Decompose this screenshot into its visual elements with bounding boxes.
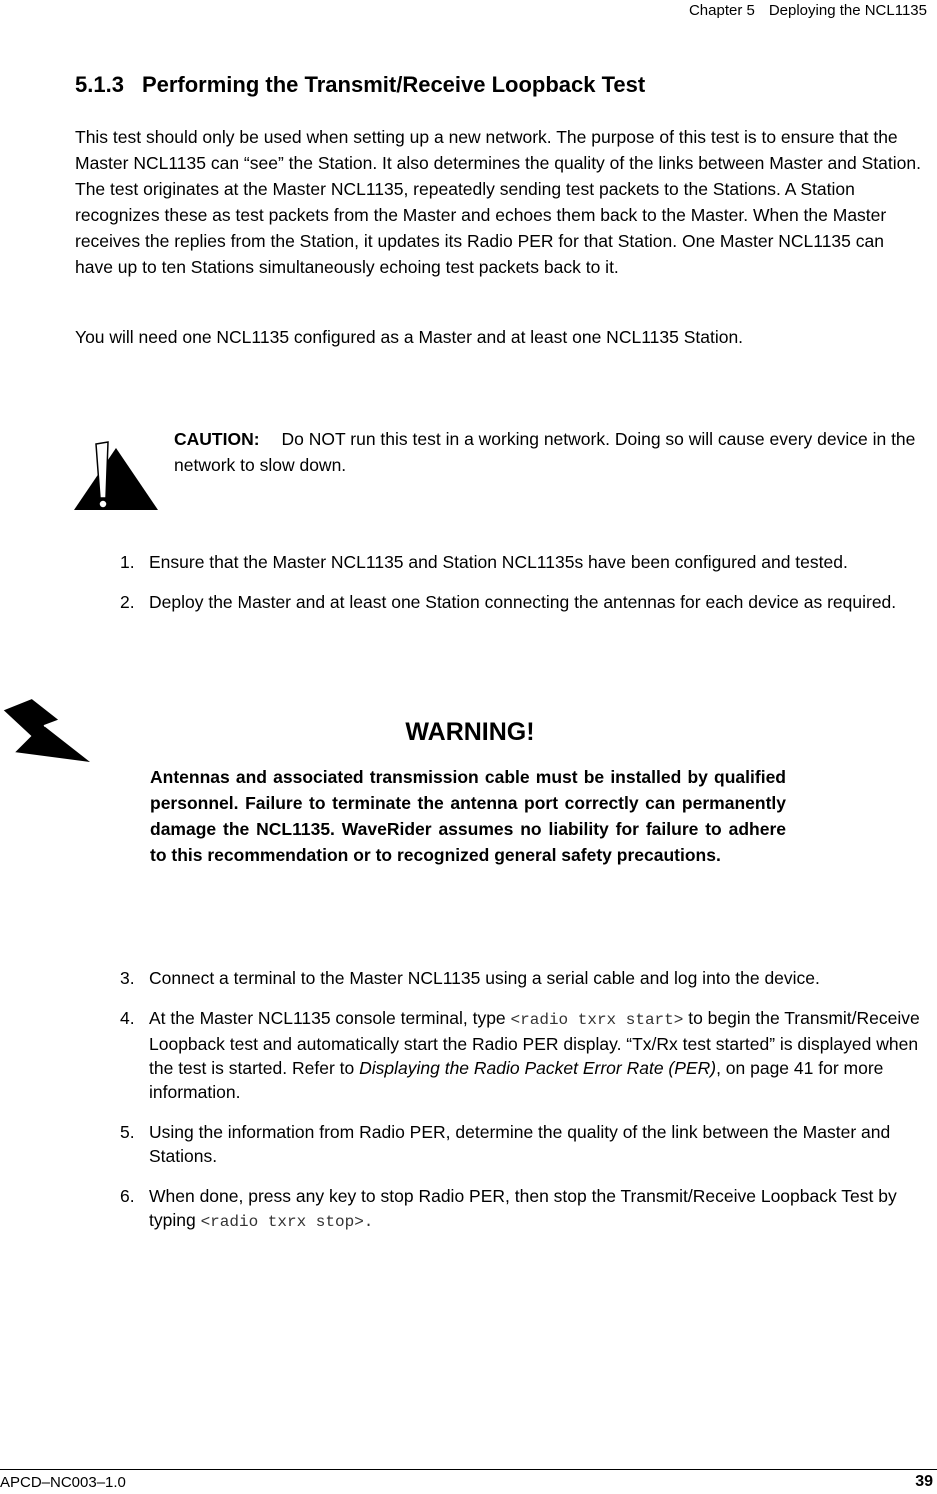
section-number: 5.1.3 [75,72,124,97]
section-title-text: Performing the Transmit/Receive Loopback Test [141,72,646,97]
step-text [149,1008,920,1102]
step-number: 2. [120,592,135,612]
step-text: Ensure that the Master NCL1135 and Station NCL1135s have been configured and tested. [149,552,848,572]
step-text-before: When done, press any key to stop Radio PER, then stop the Transmit/Receive Loopback Test by typing [149,1186,897,1230]
step-text: Connect a terminal to the Master NCL1135 using a serial cable and log into the device. [149,968,820,988]
list-item [120,1120,930,1168]
step-text: Using the information from Radio PER, determine the quality of the link between the Master and Stations. [149,1122,891,1166]
list-item [120,550,930,574]
procedure-steps-part2 [120,966,930,1250]
step-text: Deploy the Master and at least one Station connecting the antennas for each device as required. [149,592,897,612]
running-header [689,0,927,22]
step-number: 4. [120,1008,135,1028]
caution-message: Do NOT run this test in a working network. Doing so will cause every device in the network to slow down. [174,429,916,475]
step-text-after: , on page 41 for more information. [149,1058,884,1102]
step-text-middle: to begin the Transmit/Receive Loopback test and automatically start the Radio PER display. “Tx/Rx test started” is displayed when the test is started. Refer to [149,1008,920,1078]
command-radio-txrx-stop: <radio txrx stop> [200,1213,364,1231]
exclamation-triangle-icon [72,432,160,512]
intro-paragraph: This test should only be used when setting up a new network. The purpose of this test is to ensure that the Master NCL1135 can “see” the Station. It also determines the quality of the links between Master and Station. The test originates at the Master NCL1135, repeatedly sending test packets to the Stations. A Station recognizes these as test packets from the Master and echoes them back to the Master. When the Master receives the replies from the Station, it updates its Radio PER for that Station. One Master NCL1135 can have up to ten Stations simultaneously echoing test packets back to it. [75,127,921,277]
footer-divider [0,1469,937,1470]
warning-message: Antennas and associated transmission cable must be installed by qualified personnel. Failure to terminate the antenna port correctly can permanently damage the NCL1135. WaveRider assumes no liability for failure to adhere to this recommendation or to recognized general safety precautions. [150,767,786,865]
step-text-before: At the Master NCL1135 console terminal, type [149,1008,511,1028]
lightning-bolt-icon [0,694,92,764]
step-text-after: . [363,1213,374,1231]
step-number: 5. [120,1122,135,1142]
step-number: 3. [120,968,135,988]
document-id: APCD–NC003–1.0 [0,1474,126,1491]
warning-title: WARNING! [405,718,535,746]
chapter-title: Deploying the NCL1135 [768,2,927,19]
list-item [120,1184,930,1234]
list-item [120,590,930,614]
list-item [120,1006,930,1104]
step-number: 1. [120,552,135,572]
requirement-paragraph: You will need one NCL1135 configured as a Master and at least one NCL1135 Station. [75,327,744,347]
section-heading [75,70,645,100]
caution-notice [174,426,930,478]
step-number: 6. [120,1186,135,1206]
list-item [120,966,930,990]
caution-label: CAUTION: [174,429,260,449]
command-radio-txrx-start: <radio txrx start> [510,1011,684,1029]
step-text [149,1186,897,1230]
cross-reference-link[interactable]: Displaying the Radio Packet Error Rate (PER) [359,1058,717,1078]
page-number: 39 [915,1473,933,1490]
chapter-label: Chapter 5 [688,2,755,19]
procedure-steps-part1 [120,550,930,630]
